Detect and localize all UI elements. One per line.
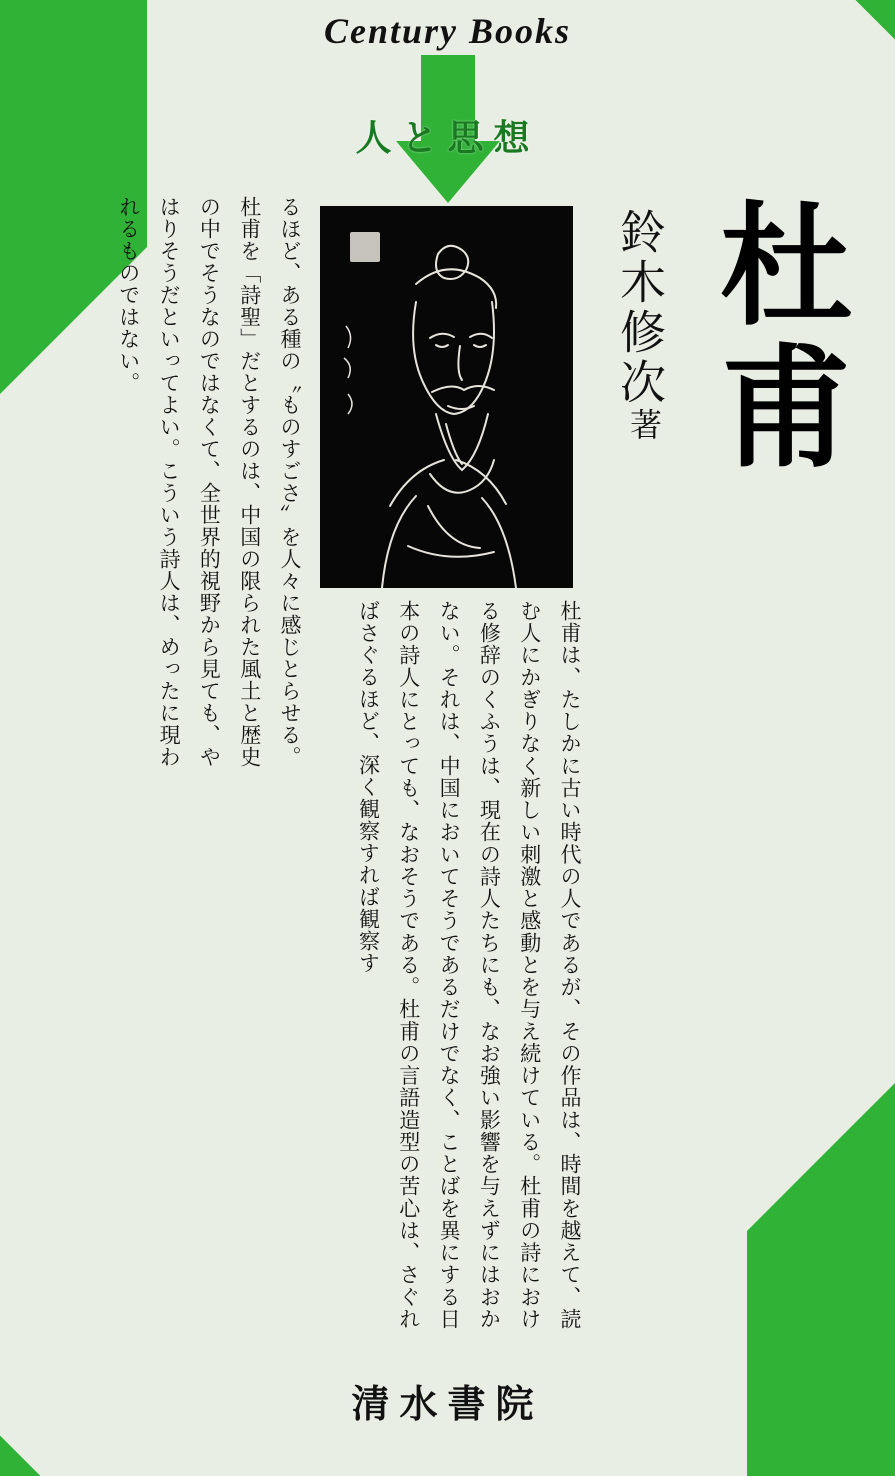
series-title: Century Books bbox=[323, 11, 572, 51]
page-title: 杜甫 bbox=[697, 196, 851, 480]
sub-series-label: 人と思想 bbox=[355, 118, 540, 159]
author-name: 鈴木修次 bbox=[613, 208, 667, 408]
publisher-name: 清水書院 bbox=[351, 1382, 544, 1426]
series-banner bbox=[0, 0, 895, 62]
author-suffix: 著 bbox=[625, 408, 663, 442]
portrait-image bbox=[320, 206, 573, 588]
portrait-drawing bbox=[320, 206, 573, 588]
blurb-paragraph: 杜甫は、たしかに古い時代の人であるが、その作品は、時間を越えて、読む人にかぎりなく新しい刺激と感動とを与え続けている。杜甫の詩における修辞のくふうは、現在の詩人たちにも、なお強い影響を与えずにはおかない。それは、中国においてそうであるだけでなく、ことばを異にする日本の詩人にとっても、なおそうである。杜甫の言語造型の苦心は、さぐればさぐるほど、深く観察すれば観察す bbox=[356, 600, 582, 1330]
lead-paragraph: るほど、ある種の〝ものすごさ〟を人々に感じとらせる。杜甫を「詩聖」だとするのは、中国の限られた風土と歴史の中でそうなのではなくて、全世界的視野から見ても、やはりそうだといってよい。こういう詩人は、めったに現われるものではない。 bbox=[116, 196, 302, 768]
